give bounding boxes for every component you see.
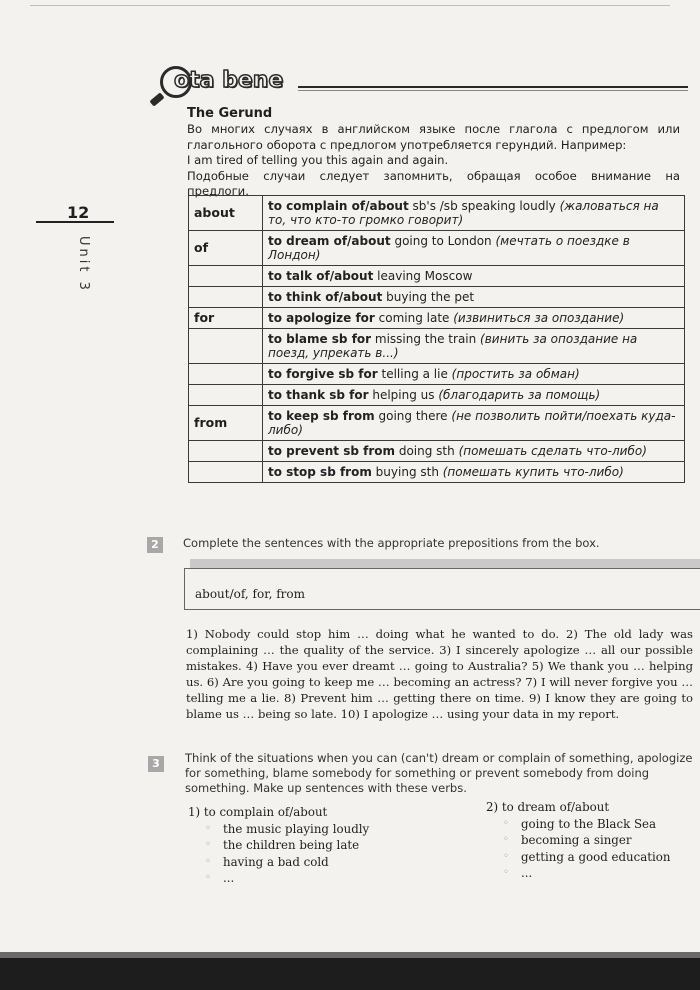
verb-phrase: to thank sb for xyxy=(268,388,369,402)
phrase-object: sb's /sb speaking loudly xyxy=(408,199,560,213)
magnifier-handle-icon xyxy=(149,92,164,106)
gerund-intro xyxy=(187,122,680,200)
preposition-cell: about xyxy=(189,196,263,231)
preposition-cell: of xyxy=(189,231,263,266)
phrase-cell xyxy=(263,196,685,231)
header-rule xyxy=(298,86,688,88)
list-item: ◦ the music playing loudly xyxy=(205,821,369,838)
preposition-cell xyxy=(189,287,263,308)
verb-phrase: to dream of/about xyxy=(268,234,391,248)
russian-translation: (благодарить за помощь) xyxy=(438,388,601,402)
verb-phrase: to apologize for xyxy=(268,311,375,325)
russian-translation: (винить за опоздание на поезд, упрекать в...) xyxy=(268,332,638,360)
russian-translation: (мечтать о поездке в Лондон) xyxy=(268,234,630,262)
phrase-cell xyxy=(263,329,685,364)
section-title: The Gerund xyxy=(187,106,273,121)
preposition-cell xyxy=(189,462,263,483)
table-row xyxy=(189,308,685,329)
table-row xyxy=(189,462,685,483)
table-row xyxy=(189,196,685,231)
phrase-cell xyxy=(263,385,685,406)
exercise-number-badge: 2 xyxy=(147,537,163,553)
phrase-object: helping us xyxy=(368,388,439,402)
phrase-cell xyxy=(263,266,685,287)
phrase-object: going there xyxy=(374,409,452,423)
verb-phrase: to complain of/about xyxy=(268,199,409,213)
preposition-cell xyxy=(189,441,263,462)
box-shade xyxy=(190,559,700,568)
russian-translation: (помешать сделать что-либо) xyxy=(458,444,647,458)
phrase-object: buying the pet xyxy=(382,290,475,304)
phrase-object: coming late xyxy=(374,311,454,325)
verb-phrase: to keep sb from xyxy=(268,409,375,423)
scan-edge xyxy=(0,952,700,990)
list-item: ◦ going to the Black Sea xyxy=(503,816,671,833)
intro-line: Во многих случаях в английском языке после глагола с предлогом или xyxy=(187,122,680,136)
table-row xyxy=(189,287,685,308)
verb-phrase: to forgive sb for xyxy=(268,367,378,381)
preposition-cell: from xyxy=(189,406,263,441)
note-line: Подобные случаи следует запомнить, обращая особое внимание на xyxy=(187,168,680,183)
verb-phrase: to think of/about xyxy=(268,290,383,304)
preposition-cell xyxy=(189,385,263,406)
list-item: ◦ getting a good education xyxy=(503,849,671,866)
table-row xyxy=(189,441,685,462)
prepositions-table xyxy=(188,195,685,483)
verb-phrase: to talk of/about xyxy=(268,269,374,283)
list-item: ◦ ... xyxy=(205,870,369,887)
table-row xyxy=(189,266,685,287)
nota-bene-header xyxy=(148,62,688,106)
list-item: ◦ the children being late xyxy=(205,837,369,854)
example-sentence: I am tired of telling you this again and again. xyxy=(187,153,449,167)
table-row xyxy=(189,364,685,385)
phrase-cell xyxy=(263,441,685,462)
nota-bene-title: ota bene xyxy=(174,68,284,93)
russian-translation: (помешать купить что-либо) xyxy=(442,465,624,479)
phrase-cell xyxy=(263,364,685,385)
preposition-cell xyxy=(189,266,263,287)
page-number: 12 xyxy=(67,203,90,222)
russian-translation: (жаловаться на то, что кто-то громко говорит) xyxy=(268,199,659,227)
verb-column-2 xyxy=(486,799,671,882)
table-row xyxy=(189,231,685,266)
margin-rule xyxy=(36,221,114,223)
phrase-object: telling a lie xyxy=(377,367,452,381)
phrase-cell xyxy=(263,462,685,483)
phrase-cell xyxy=(263,406,685,441)
preposition-cell: for xyxy=(189,308,263,329)
note-line: предлоги. xyxy=(187,184,249,198)
phrase-object: doing sth xyxy=(395,444,459,458)
russian-translation: (извиниться за опоздание) xyxy=(453,311,625,325)
table-row xyxy=(189,406,685,441)
table-row xyxy=(189,329,685,364)
verb-phrase: to stop sb from xyxy=(268,465,372,479)
phrase-object: missing the train xyxy=(371,332,481,346)
unit-label: Unit 3 xyxy=(76,236,91,293)
verb-column-1 xyxy=(188,804,369,887)
intro-line: глагольного оборота с предлогом употребляется герундий. Например: xyxy=(187,137,627,152)
exercise-2-instruction: Complete the sentences with the appropriate prepositions from the box. xyxy=(183,536,600,550)
verb-phrase: to prevent sb from xyxy=(268,444,396,458)
exercise-3-instruction: Think of the situations when you can (can't) dream or complain of something, apologize for something, blame somebody for something or prevent somebody from doing something. Make up sentences with these verbs. xyxy=(185,751,693,795)
russian-translation: (простить за обман) xyxy=(451,367,580,381)
word-box xyxy=(184,568,700,610)
preposition-cell xyxy=(189,364,263,385)
exercise-2-sentences: 1) Nobody could stop him … doing what he wanted to do. 2) The old lady was complaining … the quality of the service. 3) I sincerely apologize … all our possible mistakes. 4) Have you ever dreamt … going to Australia? 5) We thank you … helping us. 6) Are you going to keep me … becoming an actress? 7) I will never forgive you … telling me a lie. 8) Prevent him … getting there on time. 9) I know they are going to blame us … being so late. 10) I apologize … using your data in my report. xyxy=(186,627,693,721)
word-box-text: about/of, for, from xyxy=(195,587,306,601)
phrase-object: going to London xyxy=(390,234,496,248)
table-row xyxy=(189,385,685,406)
list-item: ◦ having a bad cold xyxy=(205,854,369,871)
exercise-number-badge: 3 xyxy=(148,756,164,772)
column-heading: 2) to dream of/about xyxy=(486,800,610,814)
phrase-cell xyxy=(263,231,685,266)
phrase-object: buying sth xyxy=(371,465,443,479)
header-rule-thin xyxy=(298,90,688,91)
russian-translation: (не позволить пойти/поехать куда-либо) xyxy=(268,409,676,437)
verb-phrase: to blame sb for xyxy=(268,332,372,346)
phrase-object: leaving Moscow xyxy=(373,269,473,283)
phrase-cell xyxy=(263,287,685,308)
top-rule xyxy=(30,5,670,6)
list-item: ◦ ... xyxy=(503,865,671,882)
phrase-cell xyxy=(263,308,685,329)
column-heading: 1) to complain of/about xyxy=(188,805,328,819)
preposition-cell xyxy=(189,329,263,364)
list-item: ◦ becoming a singer xyxy=(503,832,671,849)
